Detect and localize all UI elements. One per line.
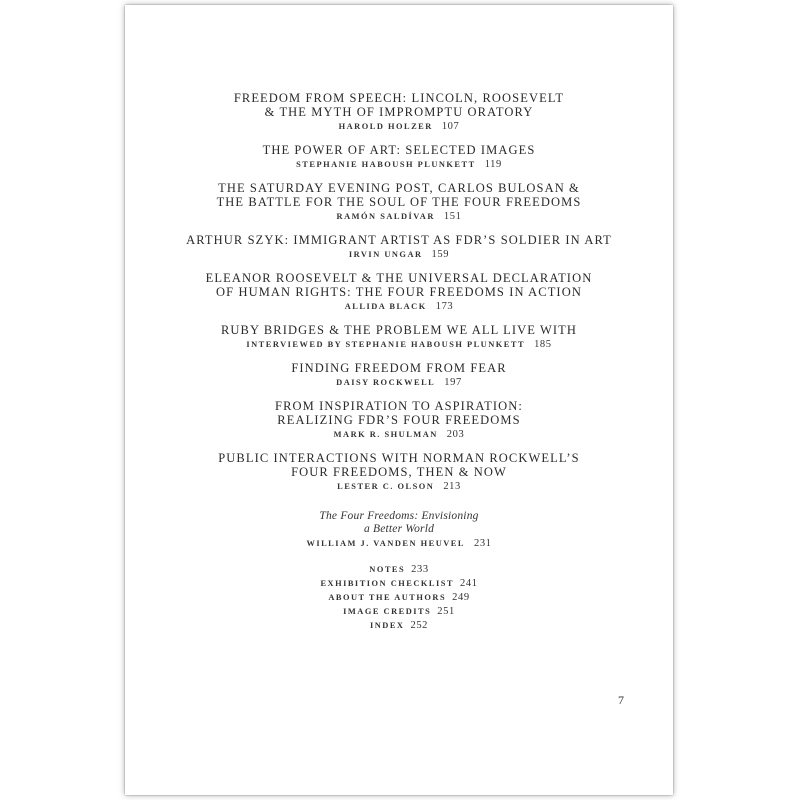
page-number: 185 <box>534 339 552 350</box>
back-matter-item <box>125 577 673 591</box>
page-number: 173 <box>435 301 454 312</box>
author-name: MARK R. SHULMAN <box>333 430 438 439</box>
entry-author <box>125 159 673 170</box>
author-name: ALLIDA BLACK <box>344 302 427 311</box>
page-number: 119 <box>484 159 502 170</box>
folio-page-number: 7 <box>618 693 624 707</box>
entry-title-line: OF HUMAN RIGHTS: THE FOUR FREEDOMS IN ACTION <box>216 285 582 299</box>
back-matter-item <box>125 591 673 605</box>
page-number: 159 <box>431 249 450 260</box>
entry-author <box>125 377 673 388</box>
page-number: 252 <box>410 620 429 631</box>
back-matter-label: IMAGE CREDITS <box>343 607 432 616</box>
entry-title-line: & THE MYTH OF IMPROMPTU ORATORY <box>264 105 534 119</box>
toc-entry <box>125 451 673 492</box>
author-name: WILLIAM J. VANDEN HEUVEL <box>306 539 465 548</box>
entry-title-line: ARTHUR SZYK: IMMIGRANT ARTIST AS FDR’S SOLDIER IN ART <box>186 233 612 247</box>
toc-entry <box>125 143 673 170</box>
page-number: 231 <box>473 538 492 549</box>
back-matter-label: NOTES <box>369 565 406 574</box>
entry-title-line: PUBLIC INTERACTIONS WITH NORMAN ROCKWELL’S <box>218 451 580 465</box>
back-matter-label: ABOUT THE AUTHORS <box>328 593 447 602</box>
entry-title-line: a Better World <box>363 523 435 535</box>
entry-author <box>125 429 673 440</box>
page-number: 197 <box>444 377 462 388</box>
page-number: 213 <box>443 481 461 492</box>
page-number: 203 <box>446 429 465 440</box>
table-of-contents <box>125 91 673 633</box>
toc-entry-italic <box>125 510 673 549</box>
author-name: LESTER C. OLSON <box>337 482 435 491</box>
entry-author <box>125 538 673 549</box>
entry-title-line: REALIZING FDR’S FOUR FREEDOMS <box>277 413 521 427</box>
back-matter-label: EXHIBITION CHECKLIST <box>320 579 454 588</box>
back-matter-item <box>125 605 673 619</box>
page-number: 233 <box>411 564 429 575</box>
toc-entry <box>125 323 673 350</box>
entry-title-line: RUBY BRIDGES & THE PROBLEM WE ALL LIVE WITH <box>220 323 578 337</box>
back-matter-item <box>125 563 673 577</box>
back-matter-item <box>125 619 673 633</box>
author-name: HAROLD HOLZER <box>338 122 433 131</box>
author-name: RAMÓN SALDÍVAR <box>336 212 435 221</box>
entry-title-line: THE BATTLE FOR THE SOUL OF THE FOUR FREEDOMS <box>216 195 582 209</box>
toc-entry <box>125 233 673 260</box>
page-number: 249 <box>452 592 470 603</box>
back-matter-list <box>125 563 673 633</box>
entry-author <box>125 121 673 132</box>
toc-entry <box>125 271 673 312</box>
author-name: INTERVIEWED BY STEPHANIE HABOUSH PLUNKETT <box>246 340 526 349</box>
page-number: 241 <box>460 578 478 589</box>
author-name: DAISY ROCKWELL <box>336 378 436 387</box>
entry-author <box>125 339 673 350</box>
toc-entry <box>125 91 673 132</box>
entry-title-line: THE SATURDAY EVENING POST, CARLOS BULOSAN & <box>218 181 580 195</box>
back-matter-label: INDEX <box>369 621 405 630</box>
toc-entry <box>125 361 673 388</box>
toc-entry <box>125 399 673 440</box>
entry-title-line: THE POWER OF ART: SELECTED IMAGES <box>262 143 536 157</box>
entry-title-line: The Four Freedoms: Envisioning <box>319 510 479 522</box>
page-number: 251 <box>437 606 455 617</box>
author-name: STEPHANIE HABOUSH PLUNKETT <box>296 160 476 169</box>
author-name: IRVIN UNGAR <box>348 250 423 259</box>
entry-title-line: FREEDOM FROM SPEECH: LINCOLN, ROOSEVELT <box>233 91 565 105</box>
entry-author <box>125 301 673 312</box>
toc-entry <box>125 181 673 222</box>
entry-title-line: FOUR FREEDOMS, THEN & NOW <box>291 465 507 479</box>
entry-author <box>125 249 673 260</box>
entry-author <box>125 211 673 222</box>
page-number: 107 <box>441 121 460 132</box>
entry-title-line: FROM INSPIRATION TO ASPIRATION: <box>275 399 523 413</box>
entry-title-line: FINDING FREEDOM FROM FEAR <box>291 361 507 375</box>
entry-author <box>125 481 673 492</box>
page-number: 151 <box>443 211 462 222</box>
book-page <box>125 5 673 795</box>
entry-title-line: ELEANOR ROOSEVELT & THE UNIVERSAL DECLARATION <box>205 271 593 285</box>
